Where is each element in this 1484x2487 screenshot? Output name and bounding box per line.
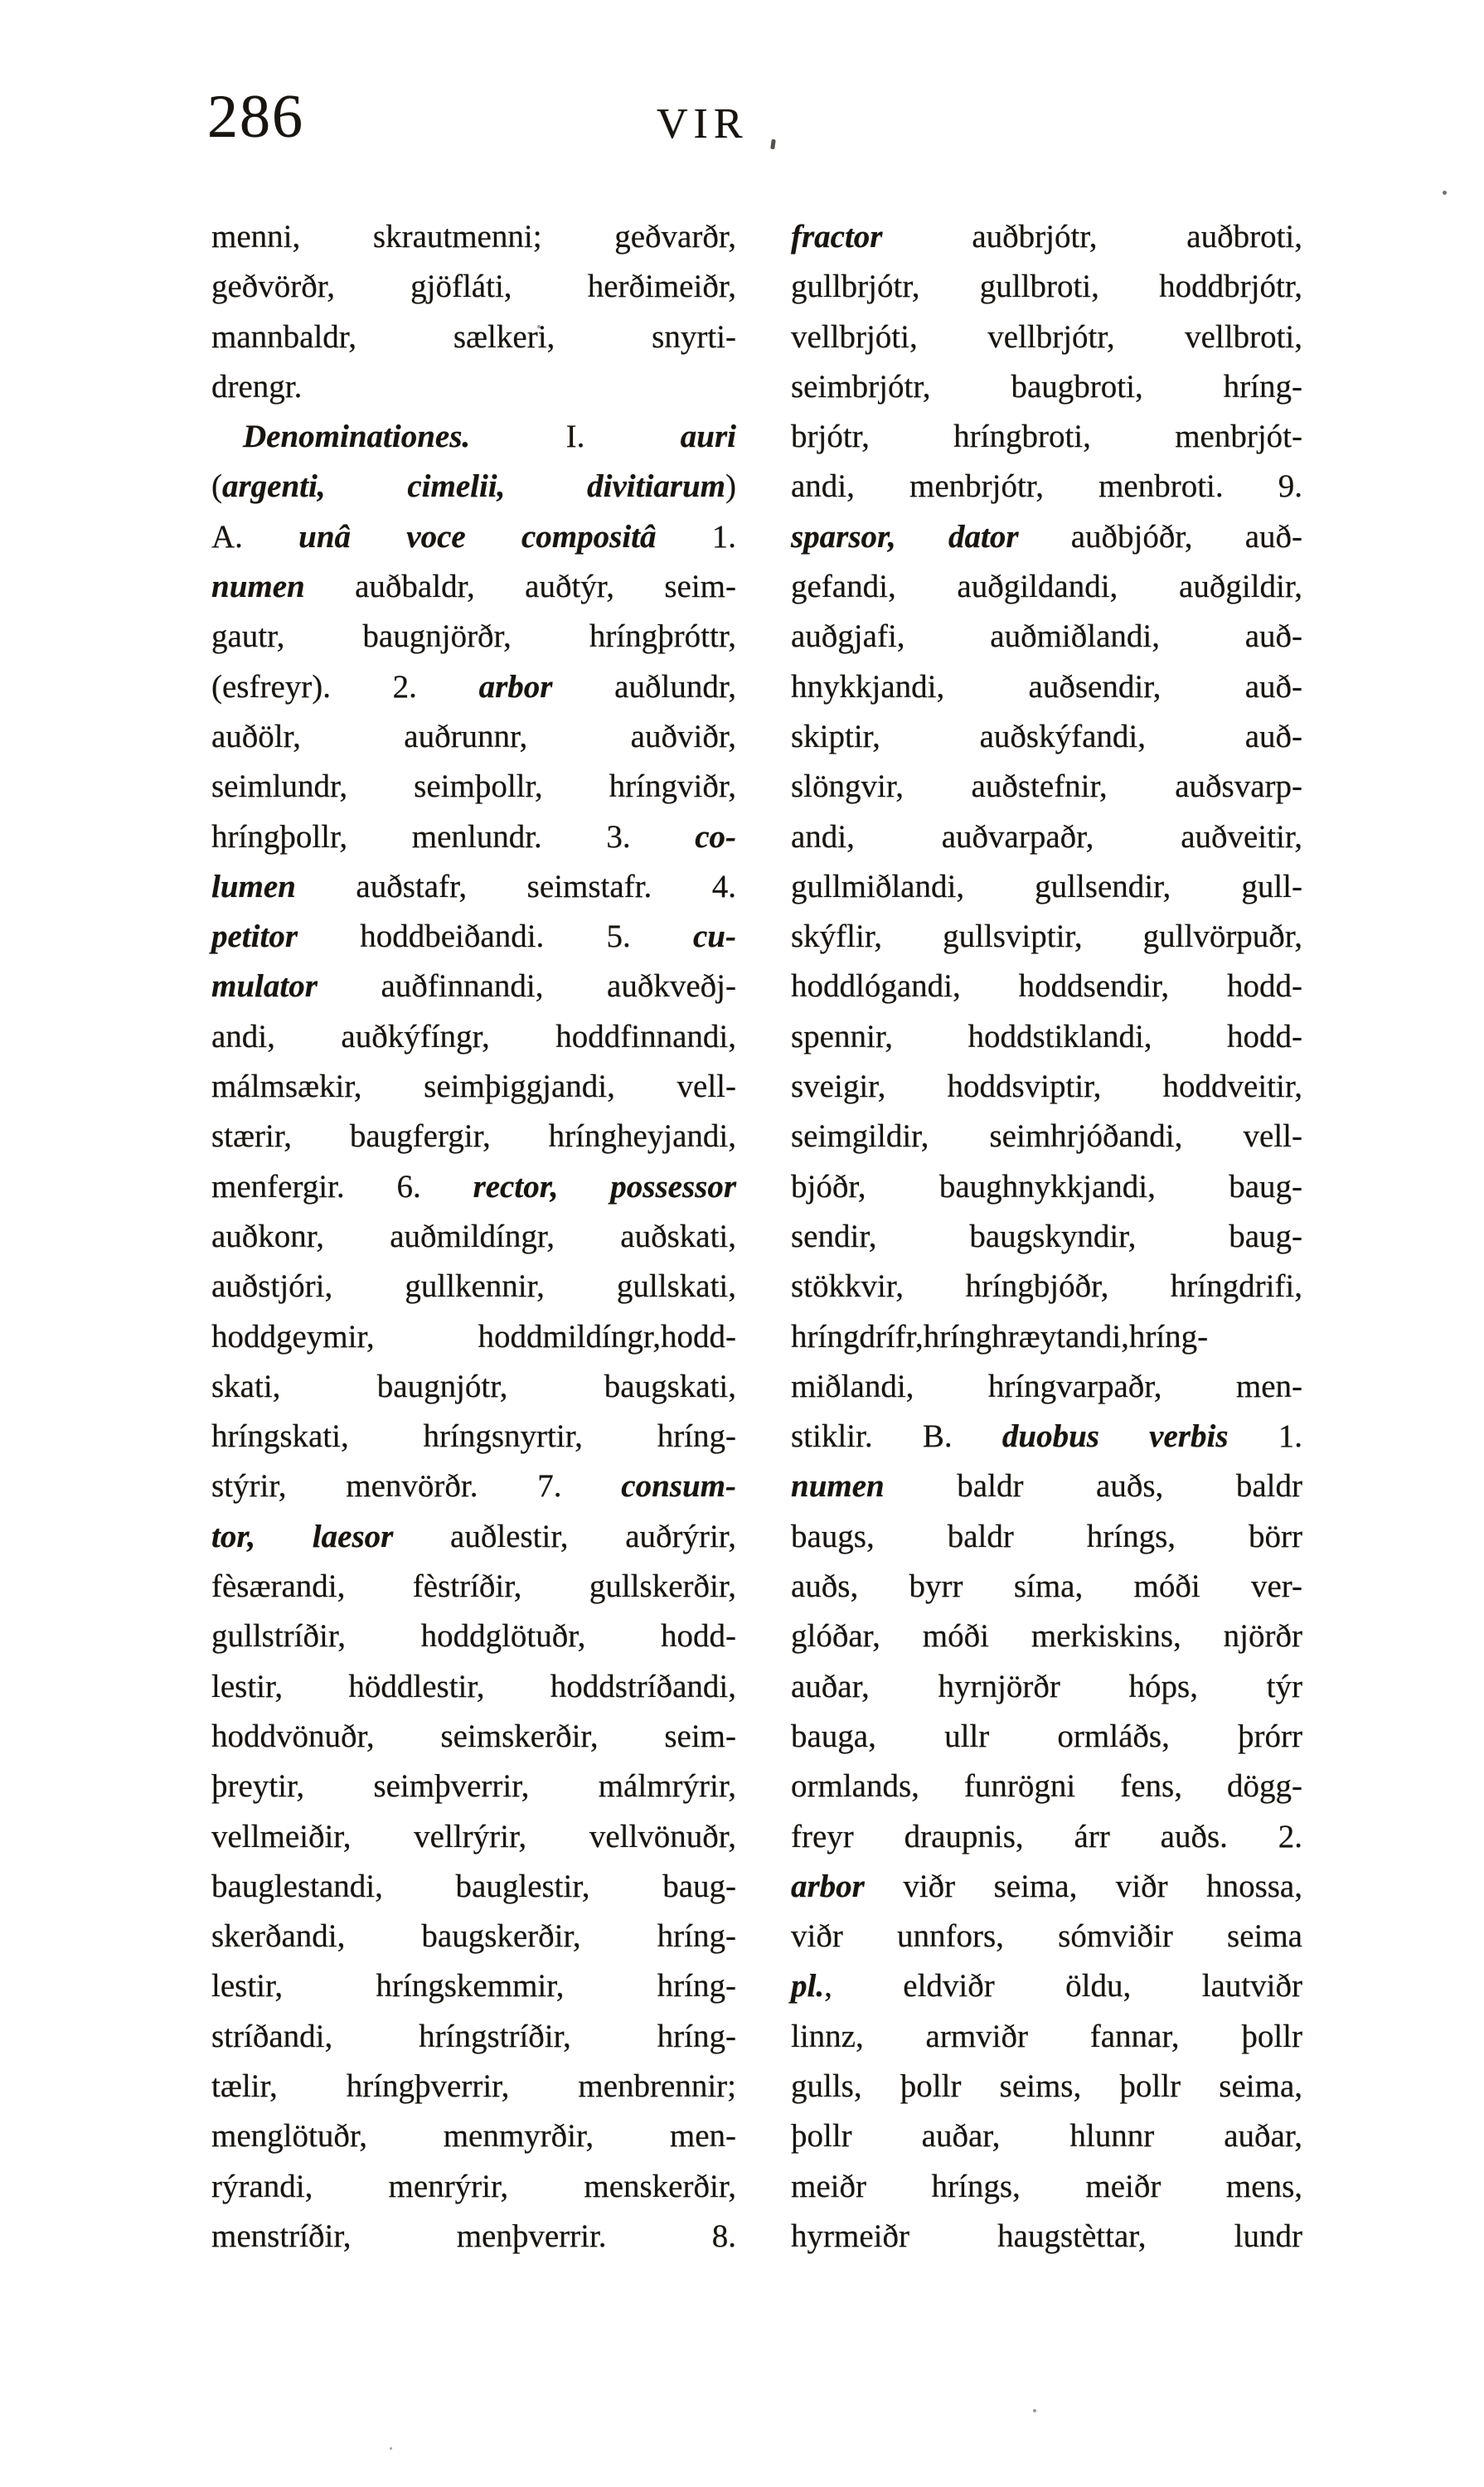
text-line (791, 1762, 1302, 1811)
text-line (211, 1362, 736, 1412)
text-segment: skýflir, gullsviptir, gullvörpuðr, (791, 919, 1302, 955)
text-segment: 1. (656, 518, 736, 555)
text-line (211, 762, 736, 812)
text-line (211, 313, 736, 362)
text-line (791, 812, 1302, 862)
text-segment: vellbrjóti, vellbrjótr, vellbroti, (791, 318, 1302, 355)
text-segment: I. (470, 419, 681, 455)
text-line (211, 1562, 736, 1612)
latin-term: argenti, cimelii, divitiarum (222, 468, 725, 505)
text-line (791, 313, 1302, 362)
text-line (791, 412, 1302, 462)
text-segment: gullbrjótr, gullbroti, hoddbrjótr, (791, 269, 1302, 305)
text-segment: (esfreyr). 2. (211, 668, 479, 705)
text-line (211, 612, 736, 662)
text-line (211, 1662, 736, 1712)
text-line (791, 762, 1302, 812)
text-segment: viðr unnfors, sómviðir seima (791, 1918, 1302, 1955)
latin-term: mulator (211, 968, 318, 1005)
text-line (211, 1312, 736, 1362)
text-segment: gullmiðlandi, gullsendir, gull- (791, 868, 1302, 904)
text-line (791, 1961, 1302, 2011)
text-segment: menstríðir, menþverrir. 8. (211, 2218, 736, 2254)
text-line (211, 1812, 736, 1862)
text-segment: stökkvir, hríngbjóðr, hríngdrifi, (791, 1268, 1302, 1305)
text-segment: ormlands, funrögni fens, dögg- (791, 1768, 1302, 1805)
text-segment: geðvörðr, gjöfláti, herðimeiðr, (211, 269, 736, 305)
text-line (791, 1412, 1302, 1462)
text-segment: hoddvönuðr, seimskerðir, seim- (211, 1718, 736, 1754)
text-segment: þreytir, seimþverrir, málmrýrir, (211, 1768, 736, 1805)
latin-term: duobus verbis (1001, 1418, 1229, 1455)
text-line (211, 1512, 736, 1562)
text-segment: hoddlógandi, hoddsendir, hodd- (791, 968, 1302, 1005)
text-segment: andi, auðvarpaðr, auðveitir, (791, 818, 1302, 855)
text-line (791, 1812, 1302, 1862)
text-segment: hnykkjandi, auðsendir, auð- (791, 668, 1302, 705)
text-line (211, 2062, 736, 2111)
text-segment: , eldviðr öldu, lautviðr (824, 1968, 1302, 2005)
text-line (211, 912, 736, 962)
text-line (791, 1162, 1302, 1212)
text-segment: þollr auðar, hlunnr auðar, (791, 2118, 1302, 2155)
text-segment: gautr, baugnjörðr, hríngþróttr, (211, 618, 736, 655)
scan-speck (390, 2447, 392, 2450)
text-segment: bauglestandi, bauglestir, baug- (211, 1868, 736, 1904)
text-segment: menni, skrautmenni; geðvarðr, (211, 219, 736, 255)
text-line (211, 1412, 736, 1462)
text-line (791, 2162, 1302, 2212)
text-line (791, 1612, 1302, 1661)
text-segment: hoddgeymir, hoddmildíngr,hodd- (211, 1318, 736, 1355)
text-line (211, 862, 736, 912)
text-line (791, 1062, 1302, 1112)
text-segment: A. (211, 518, 299, 555)
text-line (791, 712, 1302, 762)
text-line (791, 2212, 1302, 2262)
text-line (211, 1762, 736, 1811)
text-segment: auðar, hyrnjörðr hóps, týr (791, 1668, 1302, 1704)
latin-term: co- (695, 818, 736, 855)
text-segment: auðfinnandi, auðkveðj- (317, 968, 736, 1005)
text-line (791, 862, 1302, 912)
text-line (791, 512, 1302, 562)
text-segment: seimgildir, seimhrjóðandi, vell- (791, 1118, 1302, 1155)
text-line (791, 462, 1302, 511)
text-segment: auðbrjótr, auðbroti, (882, 219, 1302, 255)
column-right (791, 212, 1302, 2262)
text-segment: slöngvir, auðstefnir, auðsvarp- (791, 768, 1302, 805)
text-line (211, 1262, 736, 1311)
text-line (211, 262, 736, 312)
text-segment: andi, auðkýfíngr, hoddfinnandi, (211, 1018, 736, 1054)
text-line (211, 1162, 736, 1212)
latin-term: pl. (791, 1968, 825, 2005)
text-segment: stríðandi, hríngstríðir, hríng- (211, 2018, 736, 2054)
text-segment: hyrmeiðr haugstèttar, lundr (791, 2218, 1302, 2254)
text-segment: auðstafr, seimstafr. 4. (295, 868, 736, 904)
text-line (211, 462, 736, 511)
text-segment: hríngskati, hríngsnyrtir, hríng- (211, 1418, 736, 1455)
text-line (211, 962, 736, 1011)
text-line (211, 712, 736, 762)
text-segment: málmsækir, seimþiggjandi, vell- (211, 1069, 736, 1105)
latin-term: Denominationes. (243, 419, 471, 455)
text-line (791, 2111, 1302, 2161)
text-segment: sveigir, hoddsviptir, hoddveitir, (791, 1069, 1302, 1105)
text-line (791, 1462, 1302, 1511)
text-line (791, 212, 1302, 262)
text-line (211, 2212, 736, 2262)
text-line (211, 2162, 736, 2212)
text-line (211, 412, 736, 462)
scan-speck (770, 139, 776, 150)
text-line (211, 2012, 736, 2062)
text-segment: bauga, ullr ormláðs, þrórr (791, 1718, 1302, 1754)
text-line (211, 662, 736, 712)
text-segment: vellmeiðir, vellrýrir, vellvönuðr, (211, 1818, 736, 1854)
text-segment: drengr. (211, 368, 303, 405)
text-segment: auðs, byrr síma, móði ver- (791, 1568, 1302, 1605)
text-line (211, 812, 736, 862)
latin-term: consum- (621, 1468, 736, 1505)
latin-term: sparsor, dator (791, 518, 1019, 555)
text-line (211, 1862, 736, 1912)
text-line (791, 962, 1302, 1011)
text-line (211, 1012, 736, 1062)
text-segment: rýrandi, menrýrir, menskerðir, (211, 2168, 736, 2204)
latin-term: auri (680, 419, 736, 455)
text-segment: auðbjóðr, auð- (1018, 518, 1302, 555)
text-line (791, 1862, 1302, 1912)
latin-term: tor, laesor (211, 1518, 394, 1554)
text-segment: skiptir, auðskýfandi, auð- (791, 718, 1302, 754)
text-line (791, 1112, 1302, 1161)
page-number: 286 (207, 83, 304, 151)
text-segment: auðlestir, auðrýrir, (393, 1518, 736, 1554)
text-segment: baugs, baldr hríngs, börr (791, 1518, 1302, 1554)
text-segment: stærir, baugfergir, hríngheyjandi, (211, 1118, 736, 1155)
latin-term: unâ voce compositâ (298, 518, 657, 555)
text-line (211, 1712, 736, 1762)
text-segment: andi, menbrjótr, menbroti. 9. (791, 468, 1302, 505)
text-segment: fèsærandi, fèstríðir, gullskerðir, (211, 1568, 736, 1605)
text-segment: auðlundr, (552, 668, 736, 705)
text-line (791, 1512, 1302, 1562)
text-line (791, 2062, 1302, 2111)
text-line (791, 1912, 1302, 1961)
text-line (791, 1712, 1302, 1762)
text-line (211, 362, 736, 412)
text-segment: stiklir. B. (791, 1418, 1002, 1455)
text-segment: menfergir. 6. (211, 1168, 473, 1205)
text-line (791, 1362, 1302, 1412)
text-line (211, 2111, 736, 2161)
text-segment: ) (725, 468, 736, 505)
text-segment: auðölr, auðrunnr, auðviðr, (211, 718, 736, 754)
text-line (791, 1662, 1302, 1712)
text-segment: sendir, baugskyndir, baug- (791, 1218, 1302, 1254)
text-segment: auðgjafi, auðmiðlandi, auð- (791, 618, 1302, 655)
text-line (791, 262, 1302, 312)
text-segment: gullstríðir, hoddglötuðr, hodd- (211, 1618, 736, 1655)
text-line (211, 1961, 736, 2011)
scan-speck (1443, 191, 1447, 195)
text-segment: auðstjóri, gullkennir, gullskati, (211, 1268, 736, 1305)
text-line (791, 1212, 1302, 1262)
column-left (211, 212, 736, 2262)
text-segment: seimbrjótr, baugbroti, hríng- (791, 368, 1302, 405)
text-segment: mannbaldr, sælkeri, snyrti- (211, 318, 736, 355)
latin-term: arbor (478, 668, 553, 705)
text-segment: seimlundr, seimþollr, hríngviðr, (211, 768, 736, 805)
text-line (211, 1112, 736, 1161)
running-title: VIR (657, 100, 749, 148)
text-line (211, 1062, 736, 1112)
text-segment: auðbaldr, auðtýr, seim- (304, 569, 736, 605)
text-segment: hríngþollr, menlundr. 3. (211, 818, 696, 855)
text-segment: menglötuðr, menmyrðir, men- (211, 2118, 736, 2155)
text-segment: gulls, þollr seims, þollr seima, (791, 2068, 1302, 2104)
scan-speck (1033, 2409, 1036, 2412)
text-segment: baldr auðs, baldr (884, 1468, 1302, 1505)
text-segment: skati, baugnjótr, baugskati, (211, 1368, 736, 1404)
text-segment: lestir, höddlestir, hoddstríðandi, (211, 1668, 736, 1704)
text-segment: freyr draupnis, árr auðs. 2. (791, 1818, 1302, 1854)
latin-term: petitor (211, 919, 298, 955)
text-columns (211, 212, 1302, 2262)
text-segment: stýrir, menvörðr. 7. (211, 1468, 622, 1505)
text-segment: bjóðr, baughnykkjandi, baug- (791, 1168, 1302, 1205)
text-line (791, 562, 1302, 612)
text-line (791, 662, 1302, 712)
text-segment: auðkonr, auðmildíngr, auðskati, (211, 1218, 736, 1254)
latin-term: lumen (211, 868, 296, 904)
text-line (791, 1262, 1302, 1311)
text-segment: lestir, hríngskemmir, hríng- (211, 1968, 736, 2005)
text-line (791, 1562, 1302, 1612)
text-line (211, 1612, 736, 1661)
latin-term: numen (791, 1468, 885, 1505)
text-line (211, 512, 736, 562)
text-segment: viðr seima, viðr hnossa, (864, 1868, 1302, 1904)
text-line (211, 212, 736, 262)
text-line (211, 562, 736, 612)
text-line (791, 1312, 1302, 1362)
text-segment: hríngdrífr,hrínghræytandi,hríng- (791, 1318, 1209, 1355)
text-segment: glóðar, móði merkiskins, njörðr (791, 1618, 1302, 1655)
latin-term: arbor (791, 1868, 865, 1904)
text-line (791, 2012, 1302, 2062)
text-segment: hoddbeiðandi. 5. (298, 919, 693, 955)
text-segment: brjótr, hríngbroti, menbrjót- (791, 419, 1302, 455)
latin-term: numen (211, 569, 305, 605)
text-segment: miðlandi, hríngvarpaðr, men- (791, 1368, 1302, 1404)
text-segment: skerðandi, baugskerðir, hríng- (211, 1918, 736, 1955)
text-line (211, 1212, 736, 1262)
text-segment: spennir, hoddstiklandi, hodd- (791, 1018, 1302, 1054)
latin-term: rector, possessor (473, 1168, 736, 1205)
text-segment: 1. (1228, 1418, 1302, 1455)
text-segment: gefandi, auðgildandi, auðgildir, (791, 569, 1302, 605)
latin-term: cu- (693, 919, 736, 955)
text-line (791, 362, 1302, 412)
scan-speck (537, 325, 541, 328)
text-segment: meiðr hríngs, meiðr mens, (791, 2168, 1302, 2204)
text-segment: tælir, hríngþverrir, menbrennir; (211, 2068, 736, 2104)
text-segment: linnz, armviðr fannar, þollr (791, 2018, 1302, 2054)
latin-term: fractor (791, 219, 883, 255)
text-line (791, 1012, 1302, 1062)
text-segment: ( (211, 468, 222, 505)
text-line (211, 1462, 736, 1511)
text-line (791, 612, 1302, 662)
text-line (791, 912, 1302, 962)
text-line (211, 1912, 736, 1961)
